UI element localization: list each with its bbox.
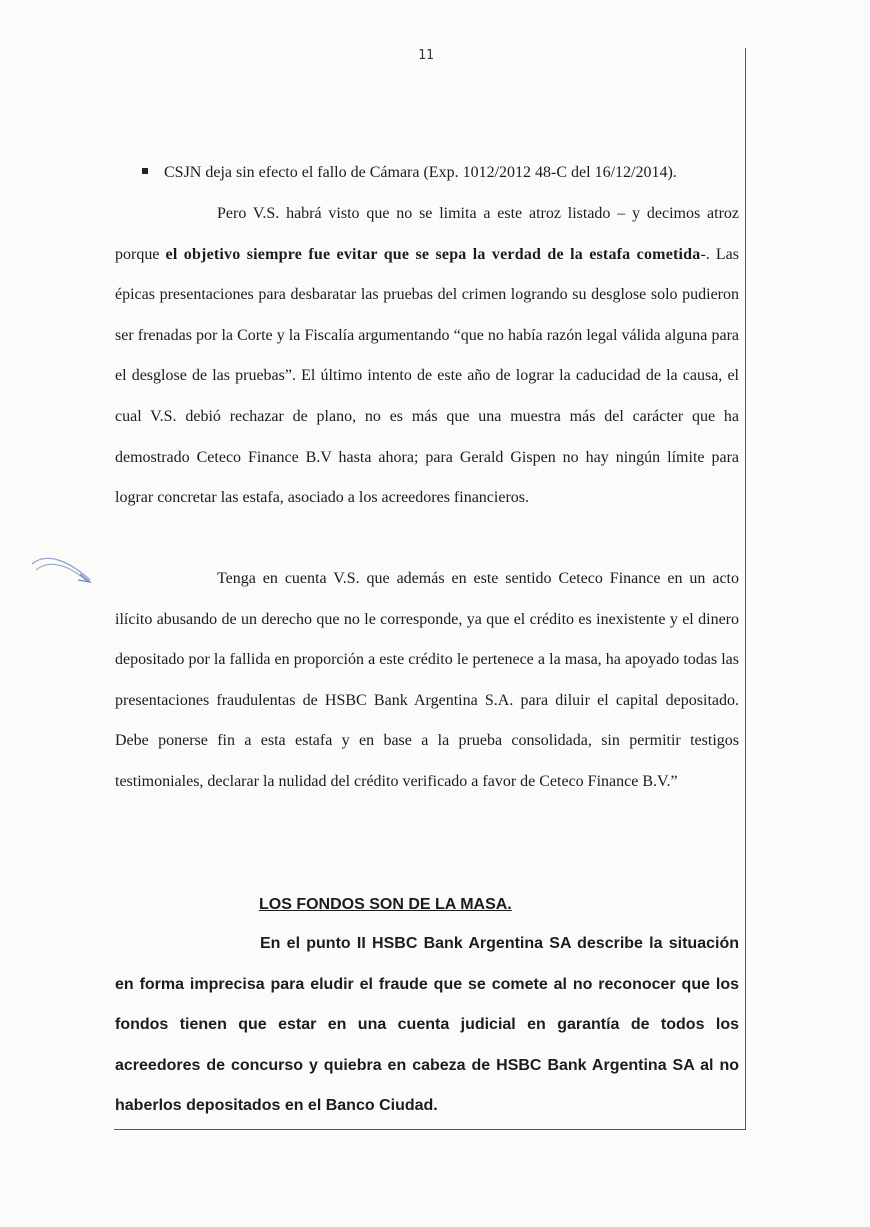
paragraph-1-part2: -. Las épicas presentaciones para desbaratar las pruebas del crimen logrando su desglose solo pudieron ser frenadas por la Corte y la Fiscalía argumentando “que no había razón legal válida alguna para el desglose de las pruebas”. El último intento de este año de lograr la caducidad de la causa, el cual V.S. debió rechazar de plano, no es más que una muestra más del carácter que ha demostrado Ceteco Finance B.V hasta ahora; para Gerald Gispen no hay ningún límite para lograr concretar las estafa, asociado a los acreedores financieros. bbox=[115, 245, 739, 507]
right-margin-rule bbox=[745, 48, 746, 1130]
paragraph-1-bold: el objetivo siempre fue evitar que se sepa la verdad de la estafa cometida bbox=[165, 245, 701, 263]
paragraph-2 bbox=[115, 559, 739, 803]
section-paragraph-text: En el punto II HSBC Bank Argentina SA describe la situación en forma imprecisa para eludir el fraude que se comete al no reconocer que los fondos tienen que estar en una cuenta judicial en garantía de todos los acreedores de concurso y quiebra en cabeza de HSBC Bank Argentina SA al no haberlos depositados en el Banco Ciudad. bbox=[115, 935, 739, 1115]
bullet-square-icon bbox=[142, 168, 148, 174]
paragraph-1 bbox=[115, 194, 739, 519]
section-paragraph bbox=[115, 924, 739, 1127]
page-number: 11 bbox=[418, 48, 434, 63]
paragraph-1-part1: Pero V.S. habrá visto que no se limita a este atroz listado – y decimos atroz porque bbox=[115, 205, 739, 263]
paragraph-2-text: Tenga en cuenta V.S. que además en este sentido Ceteco Finance en un acto ilícito abusando de un derecho que no le corresponde, ya que el crédito es inexistente y el dinero depositado por la fallida en proporción a este crédito le pertenece a la masa, ha apoyado todas las presentaciones fraudulentas de HSBC Bank Argentina S.A. para diluir el capital depositado. Debe ponerse fin a esta estafa y en base a la prueba consolidada, sin permitir testigos testimoniales, declarar la nulidad del crédito verificado a favor de Ceteco Finance B.V.” bbox=[115, 570, 739, 790]
bullet-item bbox=[142, 163, 742, 183]
bottom-margin-rule bbox=[114, 1129, 746, 1130]
pencil-mark-icon bbox=[28, 550, 98, 590]
bullet-text: CSJN deja sin efecto el fallo de Cámara (Exp. 1012/2012 48-C del 16/12/2014). bbox=[164, 164, 677, 181]
section-title: LOS FONDOS SON DE LA MASA. bbox=[259, 896, 512, 913]
